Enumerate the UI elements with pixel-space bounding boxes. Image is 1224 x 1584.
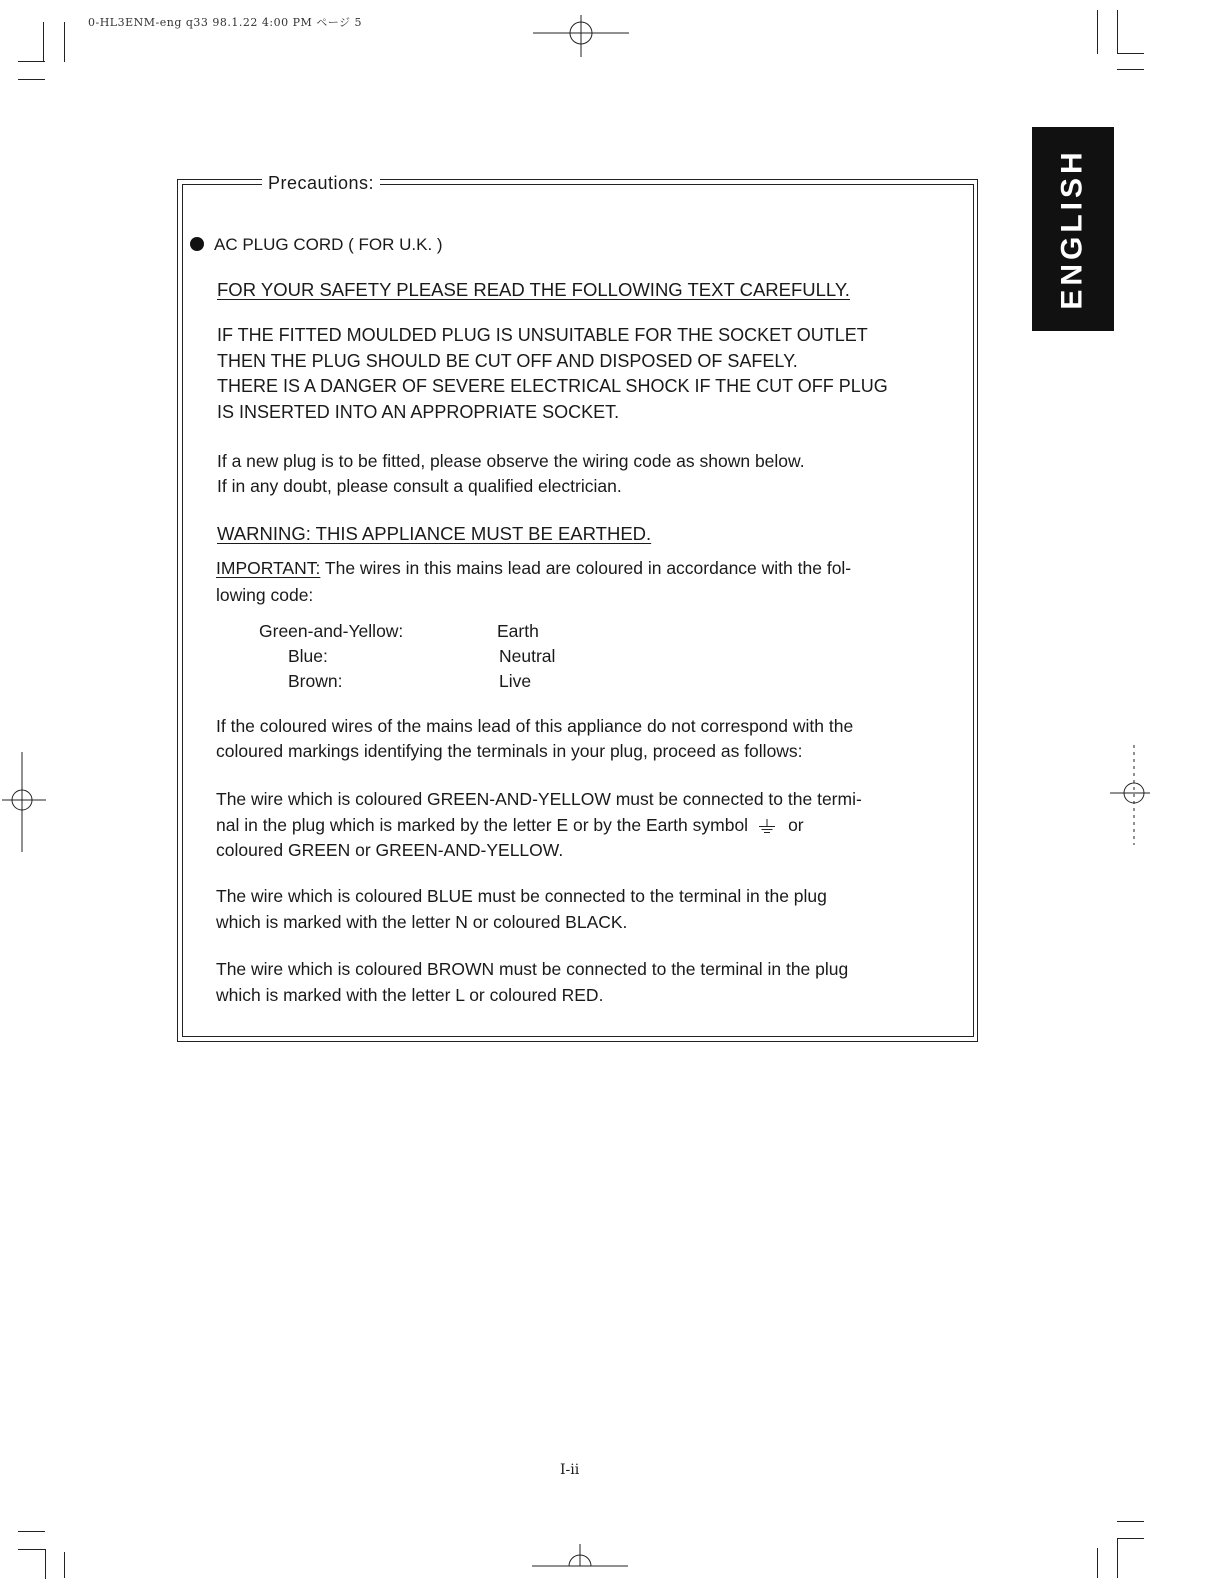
- earthing-warning: WARNING: THIS APPLIANCE MUST BE EARTHED.: [217, 523, 652, 544]
- registration-mark-top: [533, 13, 629, 57]
- brown-line: The wire which is coloured BROWN must be connected to the terminal in the plug: [216, 959, 849, 979]
- blue-line: The wire which is coloured BLUE must be connected to the terminal in the plug: [216, 886, 827, 906]
- wire-colour: Green-and-Yellow:: [259, 621, 404, 641]
- wire-meaning: Neutral: [499, 646, 556, 666]
- wire-colour: Brown:: [288, 671, 343, 691]
- language-tab-label: ENGLISH: [1056, 148, 1090, 310]
- brown-line: which is marked with the letter L or coloured RED.: [216, 985, 604, 1005]
- important-text: The wires in this mains lead are coloured in accordance with the fol-: [320, 558, 852, 578]
- section-title: Precautions:: [262, 173, 380, 194]
- green-yellow-line: The wire which is coloured GREEN-AND-YELLOW must be connected to the termi-: [216, 789, 862, 809]
- green-yellow-line: nal in the plug which is marked by the letter E or by the Earth symbol: [216, 815, 749, 835]
- page-number: I-ii: [560, 1462, 580, 1478]
- mismatch-line: coloured markings identifying the terminals in your plug, proceed as follows:: [216, 741, 803, 761]
- new-plug-line: If a new plug is to be fitted, please observe the wiring code as shown below.: [217, 451, 805, 471]
- registration-mark-right: [1110, 745, 1150, 845]
- green-yellow-or: or: [788, 815, 804, 835]
- important-label: IMPORTANT:: [216, 558, 321, 578]
- caps-line: IF THE FITTED MOULDED PLUG IS UNSUITABLE FOR THE SOCKET OUTLET: [217, 325, 868, 345]
- green-yellow-line: coloured GREEN or GREEN-AND-YELLOW.: [216, 840, 564, 860]
- caps-line: THEN THE PLUG SHOULD BE CUT OFF AND DISPOSED OF SAFELY.: [217, 351, 798, 371]
- registration-mark-left: [2, 752, 46, 852]
- wire-meaning: Earth: [497, 621, 539, 641]
- section-heading: AC PLUG CORD ( FOR U.K. ): [214, 235, 443, 254]
- caps-line: THERE IS A DANGER OF SEVERE ELECTRICAL SHOCK IF THE CUT OFF PLUG: [217, 376, 888, 396]
- print-slug: 0-HL3ENM-eng q33 98.1.22 4:00 PM ページ 5: [88, 16, 363, 29]
- wire-meaning: Live: [499, 671, 532, 691]
- bullet-icon: [190, 237, 204, 251]
- wire-colour: Blue:: [288, 646, 328, 666]
- caps-line: IS INSERTED INTO AN APPROPRIATE SOCKET.: [217, 402, 620, 422]
- new-plug-line: If in any doubt, please consult a qualified electrician.: [217, 476, 622, 496]
- blue-line: which is marked with the letter N or coloured BLACK.: [216, 912, 628, 932]
- earth-symbol-icon: [756, 818, 778, 832]
- mismatch-line: If the coloured wires of the mains lead of this appliance do not correspond with the: [216, 716, 854, 736]
- important-text-continued: lowing code:: [216, 585, 314, 605]
- registration-mark-bottom: [532, 1544, 628, 1574]
- language-tab: [1032, 127, 1114, 331]
- safety-notice: FOR YOUR SAFETY PLEASE READ THE FOLLOWING TEXT CAREFULLY.: [217, 279, 850, 300]
